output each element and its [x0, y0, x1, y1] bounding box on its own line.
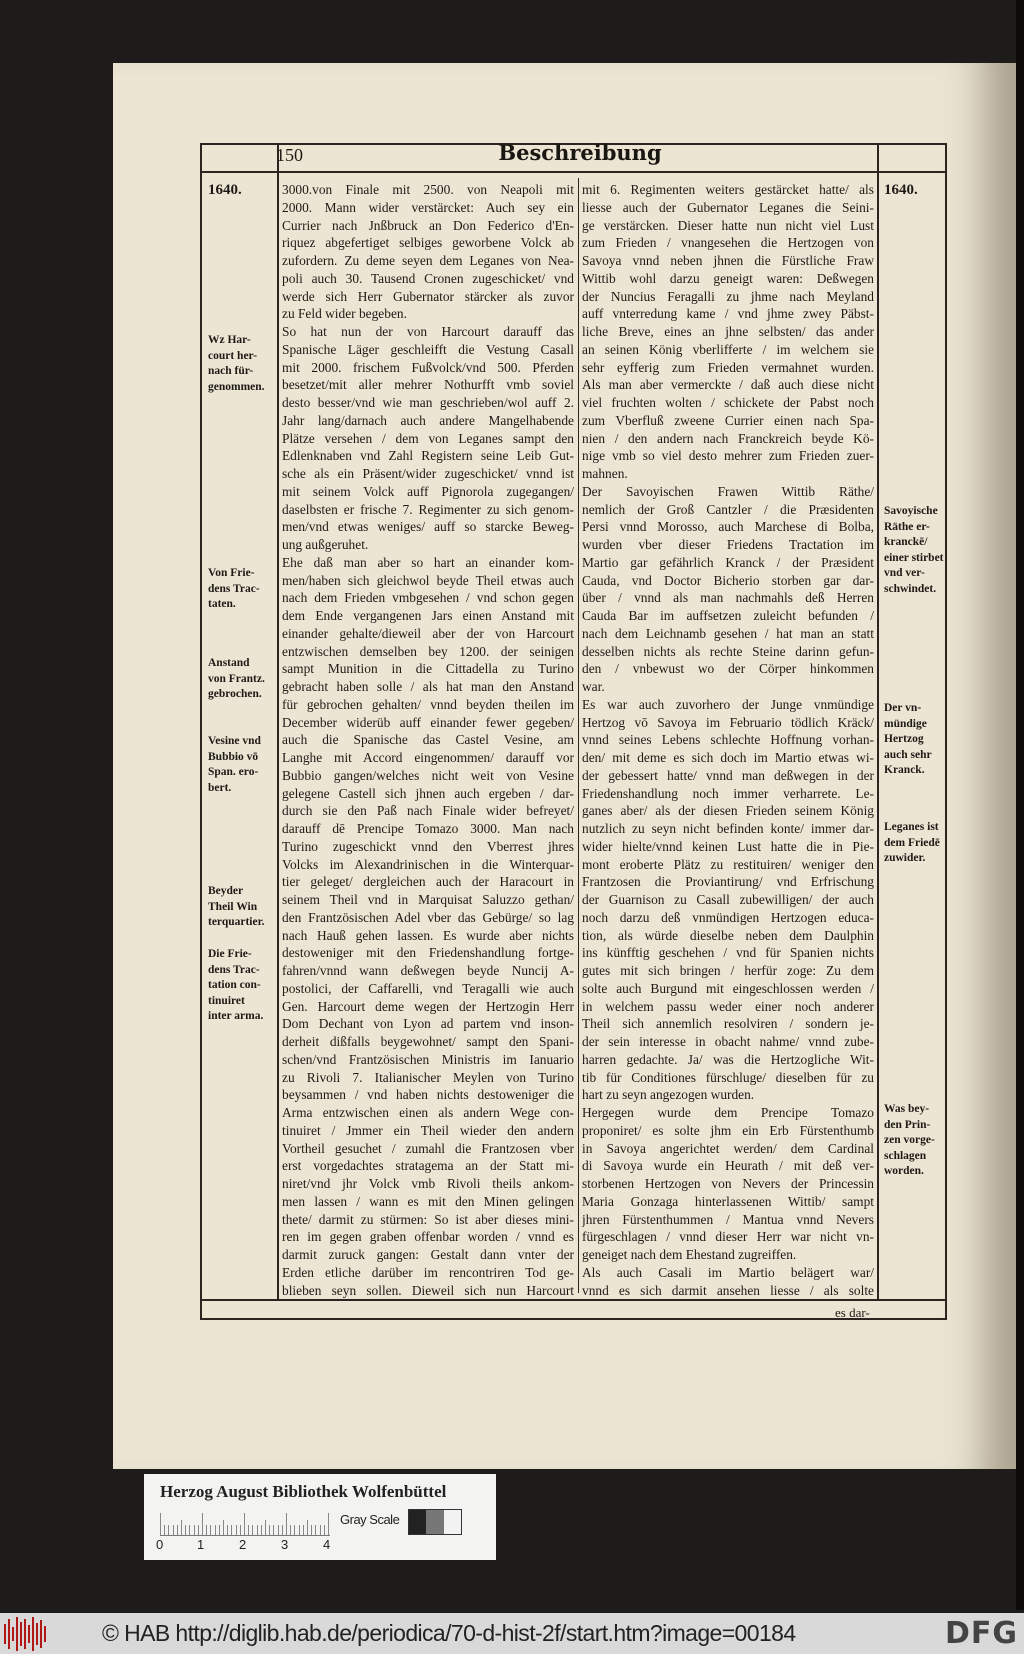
marginal-note-line: Beyder — [208, 885, 244, 897]
text-line: ung außgeruhet. — [282, 537, 369, 552]
text-line: dem Ende vergangenen Jars einen Anstand mit — [282, 608, 574, 623]
text-line: Hergegen wurde dem Prencipe Tomazo — [582, 1105, 874, 1120]
text-line: entzwischen demselben bey 1200. der seinigen — [282, 643, 574, 659]
text-line: wider hielte/vnnd keinen Lust hatte die in Pie- — [582, 838, 874, 854]
text-line: war. — [582, 679, 605, 694]
text-line: Cauda Bar im auffsetzen zuleicht befunden / — [582, 608, 874, 623]
text-line: nien / den andern nach Franckreich beyde Kö- — [582, 430, 874, 446]
text-line: gebracht haben solle / als hat man den Anstand — [282, 679, 574, 694]
marginal-note-line: taten. — [208, 598, 236, 610]
text-line: Frantzosen die Proviantirung/ vnd Erfrischung — [582, 874, 874, 890]
text-line: den / vnbewust wo der Cörper hinkommen — [582, 661, 874, 677]
scale-number: 2 — [239, 1537, 247, 1552]
marginal-note-line: genommen. — [208, 380, 265, 393]
marginal-note-line: gebrochen. — [208, 688, 262, 700]
text-line: blieben seyn sollen. Dieweil sich nun Harcourt — [282, 1282, 574, 1298]
text-line: darauff dē Prencipe Tomazo 3000. Man nach — [282, 821, 574, 836]
book-edge — [1016, 0, 1024, 1610]
text-line: sampt Munition in die Cittadella zu Turino — [282, 661, 574, 677]
text-line: zum Vberfluß zweene Currier einen nach Spa- — [582, 412, 874, 428]
text-line: gelegene Castell sich jhnen auch ergeben / dar- — [282, 785, 574, 801]
text-line: Als auch Casali im Martio belägert war/ — [582, 1264, 874, 1280]
text-line: fahren/vnnd wann deßwegen beyde Nuncij A- — [282, 963, 574, 978]
text-line: jhren Fürstenthummen / Mantua vnnd Nevers — [582, 1211, 874, 1227]
marginal-note-line: Von Frie- — [208, 567, 255, 579]
marginal-note — [208, 734, 261, 796]
scale-number: 0 — [156, 1537, 164, 1552]
text-line: Vortheil gesuchet / zumahl die Frantzosen vber — [282, 1140, 574, 1156]
marginal-note-line: tation con- — [208, 979, 261, 991]
marginal-note-line: Die Frie- — [208, 948, 252, 960]
marginal-note-line: Hertzog — [884, 733, 924, 745]
text-line: liesse auch der Gubernator Leganes die Seini- — [582, 199, 874, 215]
text-line: ins künfftig geschehen / vnd für Spanien nichts — [582, 945, 874, 961]
marginal-note — [884, 504, 944, 597]
text-line: Arma entzwischen einen als andern Wege con- — [282, 1105, 574, 1120]
marginal-note-line: Savoyische — [884, 505, 938, 517]
text-line: sehr eyfferig zum Frieden vermahnet wurden. — [582, 359, 874, 375]
text-line: 2000. Mann wider verstärcket: Auch sey ein — [282, 199, 574, 215]
text-line: solte auch Burgund mit eingeschlossen werden / — [582, 980, 874, 996]
text-line: auch die Spanische das Castel Vesine, am — [282, 732, 574, 748]
dfg-logo: DFG — [944, 1616, 1018, 1651]
marginal-note — [208, 884, 265, 931]
text-line: Edlenknaben vnd Zahl Registern seine Leib Gut- — [282, 448, 574, 464]
text-line: Es war auch zuvorhero der Junge vnmündige — [582, 696, 874, 712]
marginal-note-line: Wz Har- — [208, 334, 251, 346]
text-line: der Guarnison zu Casall zubewilligen/ der auch — [582, 892, 874, 907]
marginal-note-line: von Frantz. — [208, 672, 265, 685]
text-line: Wittib wohl darzu geneigt waren: Deßwegen — [582, 270, 874, 286]
text-line: der gebessert hatte/ vnnd man deßwegen in der — [582, 767, 874, 783]
right-margin-rule — [877, 143, 879, 1299]
text-line: durch sie den Paß nach Finale wider befreyet/ — [282, 803, 574, 819]
scale-number: 1 — [197, 1537, 205, 1552]
marginal-note-line: auch sehr — [884, 748, 932, 761]
hab-logo-icon — [4, 1617, 48, 1651]
text-line: Dom Dechant von Lyon ad partem vnd inson- — [282, 1016, 574, 1032]
frame-bottom — [200, 1299, 947, 1301]
marginal-note-line: zuwider. — [884, 852, 926, 864]
text-line: gutes mit sich bringen / herfür zoge: Zu dem — [582, 963, 874, 978]
marginal-note-line: terquartier. — [208, 916, 265, 928]
text-line: liche Breve, eines an jhne selbsten/ das ander — [582, 324, 874, 339]
marginal-note-line: court her- — [208, 349, 258, 362]
marginal-note-line: einer stirbet — [884, 551, 944, 564]
marginal-note-line: Span. ero- — [208, 766, 259, 778]
text-line: Volcks im Alexandrinischen in die Winterquar- — [282, 856, 574, 872]
text-line: mit seinem Volck auff Pignorola zugegangen/ — [282, 483, 574, 499]
marginal-note-line: zen vorge- — [884, 1134, 935, 1146]
text-line: Plätze versehen / dem von Leganes sampt den — [282, 430, 574, 446]
text-line: Erden etliche darüber im rencontriren Tod ge- — [282, 1264, 574, 1280]
text-line: ganes aber/ als der diesen Frieden seinem König — [582, 803, 874, 819]
text-line: tinuiret / Jmmer ein Theil wieder den andern — [282, 1122, 574, 1138]
library-scale-card — [144, 1474, 496, 1560]
text-line: Persi vnnd Morosso, auch Marchese di Bolba, — [582, 519, 874, 535]
text-line: beysammen / vnd haben nichts destoweniger die — [282, 1087, 574, 1103]
text-line: geneiget nach dem Ehestand zugreiffen. — [582, 1247, 797, 1262]
text-line: Bubbio gangen/welches nicht weit von Vesine — [282, 767, 574, 783]
text-line: mont eroberte Plätz zu restituiren/ weniger den — [582, 856, 874, 872]
text-line: Spanische Läger geschleifft die Vestung Casall — [282, 341, 574, 357]
text-line: So hat nun der von Harcourt darauff das — [282, 324, 574, 339]
marginal-note-line: dens Trac- — [208, 963, 260, 976]
marginal-note-line: schwindet. — [884, 582, 937, 595]
marginal-note-line: schlagen — [884, 1149, 927, 1162]
gray-scale-swatch — [408, 1509, 462, 1535]
marginal-note-line: dem Friedē — [884, 836, 940, 849]
marginal-note-line: mündige — [884, 717, 927, 730]
marginal-note-line: nach für- — [208, 365, 254, 377]
text-line: Martio gar gefährlich Kranck / der Præsident — [582, 554, 874, 570]
marginal-note-line: tinuiret — [208, 994, 245, 1007]
text-line: Ehe daß man aber so hart an einander kom- — [282, 554, 574, 570]
text-line: vnnd seines Lebens schlechte Hoffnung vorhan- — [582, 732, 874, 748]
library-name: Herzog August Bibliothek Wolfenbüttel — [160, 1482, 447, 1501]
marginal-note-line: Räthe er- — [884, 520, 930, 533]
text-line: di Savoya wurde ein Heurath / mit deß ver- — [582, 1158, 874, 1174]
marginal-note-line: worden. — [884, 1165, 924, 1177]
marginal-note — [208, 566, 260, 613]
marginal-note-line: Der vn- — [884, 702, 922, 714]
marginal-note-line: Anstand — [208, 657, 250, 669]
marginal-note — [208, 333, 265, 395]
text-line: nemlich der Groß Cantzler / die Præsidenten — [582, 501, 874, 517]
text-line: Langhe mit Accord eingenommen/ darauff vor — [282, 750, 574, 765]
text-line: desselben nichts als rechte Steine darinn gefun- — [582, 643, 874, 659]
text-line: für gebrochen gehalten/ vnnd beyden theilen im — [282, 696, 574, 712]
text-line: poli auch 30. Tausend Cronen zugeschicket/ vnd — [282, 270, 574, 286]
text-line: schen/vnd Frantzösischen Ministris im Ianuario — [282, 1051, 574, 1067]
text-line: riquez abgefertiget selbiges geworbene Volck ab — [282, 235, 574, 251]
text-line: proponiret/ es solte jhm ein Erb Fürstenthumb — [582, 1122, 874, 1138]
text-line: Savoya vnnd neben jhnen die Fürstliche Fraw — [582, 253, 874, 268]
marginal-note — [884, 701, 932, 779]
text-line: derheit dißfalls beygewohnet/ sampt den Spani- — [282, 1034, 574, 1049]
text-line: Der Savoyischen Frawen Wittib Räthe/ — [582, 483, 874, 499]
marginal-note-line: Bubbio vō — [208, 750, 259, 763]
text-line: 3000.von Finale mit 2500. von Neapoli mit — [282, 182, 574, 197]
text-line: Jahr lang/darnach auch andere Mangelhabende — [282, 412, 574, 428]
marginal-note — [208, 656, 265, 703]
ruler — [160, 1514, 330, 1536]
text-line: Gen. Harcourt deme wegen der Hertzogin Herr — [282, 998, 574, 1014]
text-line: nach dem Leichnamb gesehen / hat man an statt — [582, 625, 874, 641]
text-line: zu Feld wider begeben. — [282, 306, 407, 322]
text-line: Turino zugeschickt vnnd den Vberrest jhres — [282, 838, 574, 854]
marginal-note-line: bert. — [208, 781, 232, 794]
marginal-note — [884, 1102, 935, 1180]
text-line: zum Frieden / vnangesehen die Hertzogen von — [582, 235, 874, 251]
text-line: harren gedachte. Ja/ was die Hertzogliche Wit- — [582, 1051, 874, 1067]
text-line: seinem Theil vnd in Marquisat Saluzzo gethan/ — [282, 892, 574, 907]
text-line: an seinen König vberlifferte / im welchem sie — [582, 341, 874, 357]
running-header: Beschreibung — [498, 140, 662, 165]
text-line: mit 6. Regimenten weiters gestärcket hatte/ als — [582, 182, 874, 197]
marginal-note-line: den Prin- — [884, 1118, 931, 1131]
marginal-note — [884, 183, 918, 199]
text-line: nige vmb so viel desto mehrer zum Frieden zuer- — [582, 448, 874, 464]
text-line: noch darzu deß vnmündigen Hertzogen educa- — [582, 909, 874, 925]
marginal-note-line: kranckē/ — [884, 536, 928, 548]
text-line: niret/vnd jhr Volck vmb Rivoli theils ankom- — [282, 1176, 574, 1191]
text-line: thete/ darmit zu stürmen: So ist aber dieses mini- — [282, 1211, 574, 1227]
text-line: zu Rivoli 7. Italianischer Meylen von Turino — [282, 1069, 574, 1085]
left-margin-rule — [277, 143, 279, 1299]
text-line: fürgeschlagen / vnnd dieser Herr war nicht vn- — [582, 1229, 874, 1245]
text-line: nutzlich zu seyn nicht befinden konte/ immer dar- — [582, 821, 874, 836]
left-text-column — [282, 181, 574, 1299]
marginal-note-line: Leganes ist — [884, 821, 939, 833]
text-line: erst vorgedachtes stratagema an der Statt mi- — [282, 1158, 574, 1174]
text-line: Hertzog vō Savoya im Februario tödlich Kräck/ — [582, 714, 874, 730]
text-line: men lassen / wann es mit den Minen gelingen — [282, 1193, 574, 1209]
text-line: der Nuncius Feragalli zu jhme nach Meyland — [582, 288, 874, 304]
text-line: tib für Conditiones fürschluge/ dieselben für zu — [582, 1069, 874, 1085]
text-line: ren im gegen graben offenbar worden / vnnd es — [282, 1229, 574, 1245]
marginal-note-line: dens Trac- — [208, 582, 260, 595]
text-line: viel fruchten wolten / schickete der Pabst noch — [582, 395, 874, 410]
text-line: in Savoya angerichtet werden/ dem Cardinal — [582, 1140, 874, 1156]
text-line: men/haben sich gleichwol beyde Theil etwas auch — [282, 572, 574, 588]
text-line: Als man aber vermerckte / daß auch diese nicht — [582, 377, 874, 393]
marginal-note — [208, 947, 263, 1025]
text-line: storbenen Hertzogen von Nevers der Princessin — [582, 1176, 874, 1191]
text-line: den/ mit deme es sich doch im Martio etwas wi- — [582, 750, 874, 765]
marginal-note — [208, 183, 242, 199]
text-line: auff vnterredung kame / vnd jhme zwey Päbst- — [582, 306, 874, 322]
marginal-note-line: Vesine vnd — [208, 735, 261, 747]
marginal-note — [884, 820, 940, 867]
text-line: Theil sich annemlich resolviren / sondern je- — [582, 1016, 874, 1032]
text-line: werde sich Herr Gubernator stärcker als zuvor — [282, 288, 574, 304]
scale-number: 4 — [323, 1537, 331, 1552]
text-line: in welchem passu weder einer noch anderer — [582, 998, 874, 1014]
catchword: es dar- — [835, 1305, 870, 1320]
header-rule — [200, 171, 947, 173]
text-line: nach dem Frieden vmbgesehen / vnd schon gegen — [282, 590, 574, 606]
text-line: postolici, der Caffarelli, vnd Teragalli wie auch — [282, 980, 574, 996]
text-line: über / vnnd als man nachmahls deß Herren — [582, 590, 874, 606]
text-line: der sein interesse in obacht nahme/ vnnd zube- — [582, 1034, 874, 1049]
text-line: sche als ein Präsent/wider zugeschicket/ vnnd ist — [282, 466, 574, 481]
text-line: zufordern. Zu deme seyen dem Leganes von Nea- — [282, 253, 574, 268]
text-line: den Frantzösischen Adel vber das Gebürge/ so lag — [282, 909, 574, 925]
text-line: nach Hauß gehen lassen. Es wurde aber nichts — [282, 927, 574, 943]
text-line: tier geleget/ dergleichen auch der Haracourt in — [282, 874, 574, 890]
marginal-note-line: 1640. — [208, 182, 242, 198]
text-line: darmit zuruck gangen: Gestalt dann vnter der — [282, 1247, 574, 1262]
text-line: mit 2000. frischem Fußvolck/vnd 500. Pferden — [282, 359, 574, 375]
text-line: daselbsten er frische 7. Regimenter zu sich genom- — [282, 501, 574, 517]
text-line: destoweniger mit den Friedenshandlung fortge- — [282, 945, 574, 961]
gray-scale-label: Gray Scale — [340, 1512, 400, 1527]
text-line: vnnd es sich darmit ansehen liesse / als solte — [582, 1282, 874, 1298]
right-text-column — [582, 181, 874, 1299]
marginal-note-line: inter arma. — [208, 1010, 264, 1022]
text-line: Currier nach Jnßbruck an Don Federico d'En- — [282, 217, 574, 233]
marginal-note-line: Kranck. — [884, 764, 925, 776]
scale-number: 3 — [281, 1537, 289, 1552]
text-line: besetzet/mit aller mehrer Nothurfft vmb soviel — [282, 377, 574, 393]
footer-url-text: © HAB http://diglib.hab.de/periodica/70-d-hist-2f/start.htm?image=00184 — [102, 1620, 796, 1646]
page-number: 150 — [276, 145, 303, 165]
text-line: einander gehalte/dieweil aber der von Harcourt — [282, 625, 574, 641]
marginal-note-line: vnd ver- — [884, 567, 925, 579]
text-line: ge verstärcken. Dieser hatte nun nicht viel Lust — [582, 217, 874, 233]
text-line: December widerüb auff einander fewer gegeben/ — [282, 714, 574, 730]
footer-bar — [0, 1613, 1024, 1654]
marginal-note-line: Was bey- — [884, 1103, 930, 1115]
text-line: hart zu seyn angezogen wurden. — [582, 1087, 755, 1103]
text-line: tion, als würde dieselbe neben dem Daulphin — [582, 927, 874, 943]
marginal-note-line: Theil Win — [208, 900, 258, 913]
text-line: desto besser/vnd wie man geschrieben/wol auff 2. — [282, 395, 574, 410]
text-line: Cauda, vnd Doctor Bicherio storben gar dar- — [582, 572, 874, 588]
marginal-note-line: 1640. — [884, 182, 918, 198]
text-line: mahnen. — [582, 466, 628, 481]
text-line: Friedenshandlung noch immer verharrete. Le- — [582, 785, 874, 801]
text-line: wurden vber dieser Friedens Tractation im — [582, 537, 874, 552]
text-line: Maria Gonzaga hinterlassenen Wittib/ sampt — [582, 1193, 874, 1209]
column-divider — [578, 178, 579, 1293]
text-line: men/vnd etwas weniges/ auff so starcke Beweg- — [282, 519, 574, 535]
